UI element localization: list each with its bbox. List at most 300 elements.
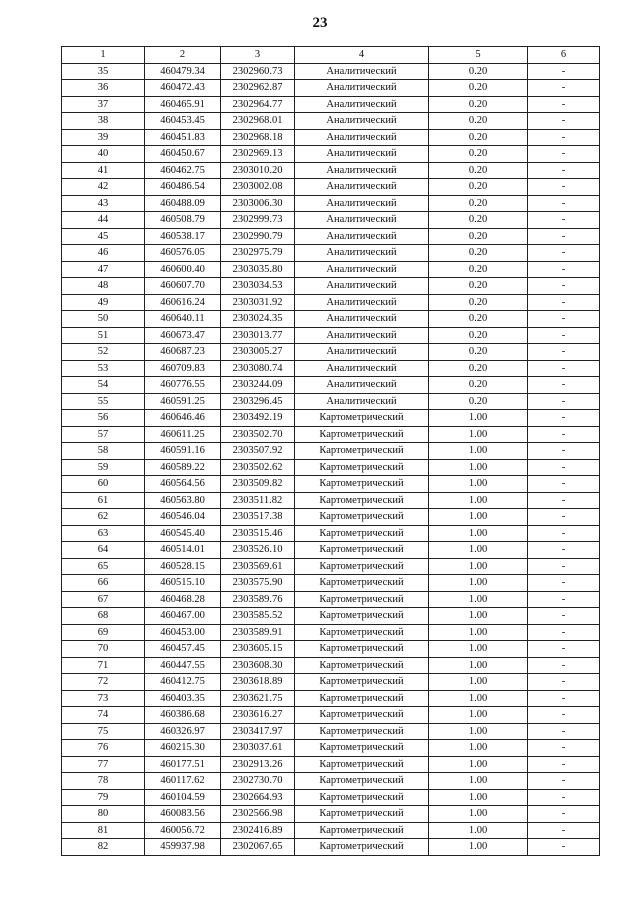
table-row bbox=[62, 129, 600, 146]
accuracy-cell: 1.00 bbox=[429, 723, 528, 740]
note-cell: - bbox=[528, 212, 600, 229]
method-cell: Картометрический bbox=[295, 476, 429, 493]
note-cell: - bbox=[528, 393, 600, 410]
point-number-cell: 67 bbox=[62, 591, 145, 608]
note-cell: - bbox=[528, 707, 600, 724]
x-coordinate-cell: 460104.59 bbox=[145, 789, 221, 806]
method-cell: Аналитический bbox=[295, 261, 429, 278]
table-row bbox=[62, 294, 600, 311]
point-number-cell: 37 bbox=[62, 96, 145, 113]
method-cell: Картометрический bbox=[295, 558, 429, 575]
y-coordinate-cell: 2302969.13 bbox=[221, 146, 295, 163]
column-header: 5 bbox=[429, 47, 528, 64]
accuracy-cell: 0.20 bbox=[429, 195, 528, 212]
x-coordinate-cell: 460447.55 bbox=[145, 657, 221, 674]
x-coordinate-cell: 460687.23 bbox=[145, 344, 221, 361]
table-row bbox=[62, 492, 600, 509]
x-coordinate-cell: 460607.70 bbox=[145, 278, 221, 295]
table-row bbox=[62, 212, 600, 229]
accuracy-cell: 0.20 bbox=[429, 294, 528, 311]
method-cell: Картометрический bbox=[295, 575, 429, 592]
point-number-cell: 42 bbox=[62, 179, 145, 196]
y-coordinate-cell: 2303621.75 bbox=[221, 690, 295, 707]
method-cell: Картометрический bbox=[295, 707, 429, 724]
accuracy-cell: 0.20 bbox=[429, 278, 528, 295]
column-header: 1 bbox=[62, 47, 145, 64]
method-cell: Аналитический bbox=[295, 360, 429, 377]
point-number-cell: 79 bbox=[62, 789, 145, 806]
accuracy-cell: 0.20 bbox=[429, 63, 528, 80]
table-row bbox=[62, 509, 600, 526]
table-row bbox=[62, 146, 600, 163]
y-coordinate-cell: 2303502.70 bbox=[221, 426, 295, 443]
accuracy-cell: 0.20 bbox=[429, 245, 528, 262]
point-number-cell: 60 bbox=[62, 476, 145, 493]
note-cell: - bbox=[528, 146, 600, 163]
x-coordinate-cell: 460528.15 bbox=[145, 558, 221, 575]
coordinates-table bbox=[61, 46, 600, 856]
column-header: 2 bbox=[145, 47, 221, 64]
method-cell: Аналитический bbox=[295, 311, 429, 328]
x-coordinate-cell: 460563.80 bbox=[145, 492, 221, 509]
note-cell: - bbox=[528, 410, 600, 427]
table-row bbox=[62, 179, 600, 196]
note-cell: - bbox=[528, 113, 600, 130]
y-coordinate-cell: 2303005.27 bbox=[221, 344, 295, 361]
y-coordinate-cell: 2303585.52 bbox=[221, 608, 295, 625]
accuracy-cell: 1.00 bbox=[429, 459, 528, 476]
y-coordinate-cell: 2303002.08 bbox=[221, 179, 295, 196]
accuracy-cell: 1.00 bbox=[429, 690, 528, 707]
accuracy-cell: 1.00 bbox=[429, 707, 528, 724]
method-cell: Картометрический bbox=[295, 723, 429, 740]
y-coordinate-cell: 2302968.01 bbox=[221, 113, 295, 130]
y-coordinate-cell: 2302975.79 bbox=[221, 245, 295, 262]
method-cell: Аналитический bbox=[295, 129, 429, 146]
y-coordinate-cell: 2302964.77 bbox=[221, 96, 295, 113]
table-row bbox=[62, 278, 600, 295]
method-cell: Картометрический bbox=[295, 756, 429, 773]
accuracy-cell: 1.00 bbox=[429, 443, 528, 460]
x-coordinate-cell: 460514.01 bbox=[145, 542, 221, 559]
point-number-cell: 49 bbox=[62, 294, 145, 311]
method-cell: Картометрический bbox=[295, 410, 429, 427]
table-row bbox=[62, 624, 600, 641]
point-number-cell: 72 bbox=[62, 674, 145, 691]
note-cell: - bbox=[528, 96, 600, 113]
point-number-cell: 82 bbox=[62, 839, 145, 856]
y-coordinate-cell: 2303034.53 bbox=[221, 278, 295, 295]
point-number-cell: 44 bbox=[62, 212, 145, 229]
y-coordinate-cell: 2302999.73 bbox=[221, 212, 295, 229]
column-header: 6 bbox=[528, 47, 600, 64]
y-coordinate-cell: 2303616.27 bbox=[221, 707, 295, 724]
method-cell: Аналитический bbox=[295, 162, 429, 179]
accuracy-cell: 0.20 bbox=[429, 212, 528, 229]
table-row bbox=[62, 311, 600, 328]
accuracy-cell: 0.20 bbox=[429, 162, 528, 179]
x-coordinate-cell: 460591.25 bbox=[145, 393, 221, 410]
x-coordinate-cell: 460589.22 bbox=[145, 459, 221, 476]
accuracy-cell: 0.20 bbox=[429, 96, 528, 113]
note-cell: - bbox=[528, 740, 600, 757]
y-coordinate-cell: 2303024.35 bbox=[221, 311, 295, 328]
method-cell: Аналитический bbox=[295, 96, 429, 113]
table-row bbox=[62, 756, 600, 773]
x-coordinate-cell: 460545.40 bbox=[145, 525, 221, 542]
table-row bbox=[62, 674, 600, 691]
method-cell: Картометрический bbox=[295, 525, 429, 542]
y-coordinate-cell: 2303608.30 bbox=[221, 657, 295, 674]
table-row bbox=[62, 80, 600, 97]
y-coordinate-cell: 2302962.87 bbox=[221, 80, 295, 97]
x-coordinate-cell: 460450.67 bbox=[145, 146, 221, 163]
table-row bbox=[62, 558, 600, 575]
table-row bbox=[62, 344, 600, 361]
table-row bbox=[62, 360, 600, 377]
point-number-cell: 45 bbox=[62, 228, 145, 245]
note-cell: - bbox=[528, 558, 600, 575]
table-row bbox=[62, 228, 600, 245]
page-number: 23 bbox=[312, 15, 328, 31]
x-coordinate-cell: 460467.00 bbox=[145, 608, 221, 625]
table-row bbox=[62, 608, 600, 625]
y-coordinate-cell: 2303589.76 bbox=[221, 591, 295, 608]
note-cell: - bbox=[528, 806, 600, 823]
table-row bbox=[62, 377, 600, 394]
x-coordinate-cell: 460056.72 bbox=[145, 822, 221, 839]
x-coordinate-cell: 460457.45 bbox=[145, 641, 221, 658]
table-row bbox=[62, 657, 600, 674]
table-header-row bbox=[62, 47, 600, 64]
x-coordinate-cell: 460640.11 bbox=[145, 311, 221, 328]
accuracy-cell: 1.00 bbox=[429, 591, 528, 608]
method-cell: Картометрический bbox=[295, 459, 429, 476]
x-coordinate-cell: 460508.79 bbox=[145, 212, 221, 229]
y-coordinate-cell: 2303013.77 bbox=[221, 327, 295, 344]
note-cell: - bbox=[528, 839, 600, 856]
method-cell: Картометрический bbox=[295, 426, 429, 443]
table-row bbox=[62, 575, 600, 592]
y-coordinate-cell: 2302566.98 bbox=[221, 806, 295, 823]
point-number-cell: 56 bbox=[62, 410, 145, 427]
x-coordinate-cell: 460709.83 bbox=[145, 360, 221, 377]
note-cell: - bbox=[528, 245, 600, 262]
note-cell: - bbox=[528, 822, 600, 839]
accuracy-cell: 1.00 bbox=[429, 476, 528, 493]
point-number-cell: 71 bbox=[62, 657, 145, 674]
note-cell: - bbox=[528, 195, 600, 212]
table-row bbox=[62, 690, 600, 707]
accuracy-cell: 1.00 bbox=[429, 542, 528, 559]
point-number-cell: 35 bbox=[62, 63, 145, 80]
method-cell: Аналитический bbox=[295, 80, 429, 97]
note-cell: - bbox=[528, 641, 600, 658]
y-coordinate-cell: 2302913.26 bbox=[221, 756, 295, 773]
x-coordinate-cell: 460215.30 bbox=[145, 740, 221, 757]
note-cell: - bbox=[528, 344, 600, 361]
table-row bbox=[62, 459, 600, 476]
x-coordinate-cell: 460564.56 bbox=[145, 476, 221, 493]
table-row bbox=[62, 327, 600, 344]
column-header: 4 bbox=[295, 47, 429, 64]
method-cell: Аналитический bbox=[295, 63, 429, 80]
accuracy-cell: 0.20 bbox=[429, 179, 528, 196]
method-cell: Картометрический bbox=[295, 690, 429, 707]
note-cell: - bbox=[528, 756, 600, 773]
method-cell: Аналитический bbox=[295, 245, 429, 262]
y-coordinate-cell: 2303080.74 bbox=[221, 360, 295, 377]
note-cell: - bbox=[528, 542, 600, 559]
x-coordinate-cell: 460453.00 bbox=[145, 624, 221, 641]
x-coordinate-cell: 460673.47 bbox=[145, 327, 221, 344]
note-cell: - bbox=[528, 591, 600, 608]
x-coordinate-cell: 460611.25 bbox=[145, 426, 221, 443]
x-coordinate-cell: 460453.45 bbox=[145, 113, 221, 130]
table-row bbox=[62, 707, 600, 724]
x-coordinate-cell: 460472.43 bbox=[145, 80, 221, 97]
accuracy-cell: 0.20 bbox=[429, 146, 528, 163]
note-cell: - bbox=[528, 162, 600, 179]
x-coordinate-cell: 460479.34 bbox=[145, 63, 221, 80]
x-coordinate-cell: 460591.16 bbox=[145, 443, 221, 460]
point-number-cell: 77 bbox=[62, 756, 145, 773]
y-coordinate-cell: 2303589.91 bbox=[221, 624, 295, 641]
table-row bbox=[62, 822, 600, 839]
accuracy-cell: 1.00 bbox=[429, 773, 528, 790]
y-coordinate-cell: 2302067.65 bbox=[221, 839, 295, 856]
x-coordinate-cell: 460177.51 bbox=[145, 756, 221, 773]
point-number-cell: 40 bbox=[62, 146, 145, 163]
table-row bbox=[62, 63, 600, 80]
point-number-cell: 80 bbox=[62, 806, 145, 823]
y-coordinate-cell: 2303006.30 bbox=[221, 195, 295, 212]
point-number-cell: 57 bbox=[62, 426, 145, 443]
point-number-cell: 55 bbox=[62, 393, 145, 410]
accuracy-cell: 1.00 bbox=[429, 608, 528, 625]
point-number-cell: 36 bbox=[62, 80, 145, 97]
note-cell: - bbox=[528, 360, 600, 377]
method-cell: Картометрический bbox=[295, 542, 429, 559]
accuracy-cell: 1.00 bbox=[429, 789, 528, 806]
x-coordinate-cell: 460488.09 bbox=[145, 195, 221, 212]
x-coordinate-cell: 460117.62 bbox=[145, 773, 221, 790]
note-cell: - bbox=[528, 624, 600, 641]
accuracy-cell: 1.00 bbox=[429, 624, 528, 641]
method-cell: Аналитический bbox=[295, 377, 429, 394]
note-cell: - bbox=[528, 179, 600, 196]
note-cell: - bbox=[528, 723, 600, 740]
table-row bbox=[62, 806, 600, 823]
note-cell: - bbox=[528, 443, 600, 460]
x-coordinate-cell: 460486.54 bbox=[145, 179, 221, 196]
y-coordinate-cell: 2303296.45 bbox=[221, 393, 295, 410]
note-cell: - bbox=[528, 377, 600, 394]
method-cell: Картометрический bbox=[295, 443, 429, 460]
method-cell: Аналитический bbox=[295, 294, 429, 311]
method-cell: Аналитический bbox=[295, 327, 429, 344]
method-cell: Аналитический bbox=[295, 212, 429, 229]
point-number-cell: 52 bbox=[62, 344, 145, 361]
note-cell: - bbox=[528, 657, 600, 674]
point-number-cell: 70 bbox=[62, 641, 145, 658]
point-number-cell: 38 bbox=[62, 113, 145, 130]
accuracy-cell: 0.20 bbox=[429, 327, 528, 344]
accuracy-cell: 1.00 bbox=[429, 410, 528, 427]
note-cell: - bbox=[528, 426, 600, 443]
method-cell: Картометрический bbox=[295, 608, 429, 625]
note-cell: - bbox=[528, 509, 600, 526]
point-number-cell: 81 bbox=[62, 822, 145, 839]
accuracy-cell: 0.20 bbox=[429, 261, 528, 278]
y-coordinate-cell: 2302664.93 bbox=[221, 789, 295, 806]
y-coordinate-cell: 2303605.15 bbox=[221, 641, 295, 658]
note-cell: - bbox=[528, 459, 600, 476]
x-coordinate-cell: 460646.46 bbox=[145, 410, 221, 427]
method-cell: Картометрический bbox=[295, 789, 429, 806]
method-cell: Картометрический bbox=[295, 624, 429, 641]
table-row bbox=[62, 542, 600, 559]
point-number-cell: 78 bbox=[62, 773, 145, 790]
accuracy-cell: 1.00 bbox=[429, 558, 528, 575]
table-row bbox=[62, 773, 600, 790]
accuracy-cell: 1.00 bbox=[429, 657, 528, 674]
x-coordinate-cell: 460600.40 bbox=[145, 261, 221, 278]
point-number-cell: 51 bbox=[62, 327, 145, 344]
x-coordinate-cell: 460468.28 bbox=[145, 591, 221, 608]
point-number-cell: 64 bbox=[62, 542, 145, 559]
accuracy-cell: 1.00 bbox=[429, 674, 528, 691]
x-coordinate-cell: 460616.24 bbox=[145, 294, 221, 311]
y-coordinate-cell: 2303037.61 bbox=[221, 740, 295, 757]
accuracy-cell: 1.00 bbox=[429, 839, 528, 856]
y-coordinate-cell: 2303515.46 bbox=[221, 525, 295, 542]
point-number-cell: 62 bbox=[62, 509, 145, 526]
x-coordinate-cell: 460538.17 bbox=[145, 228, 221, 245]
note-cell: - bbox=[528, 492, 600, 509]
method-cell: Картометрический bbox=[295, 591, 429, 608]
y-coordinate-cell: 2303517.38 bbox=[221, 509, 295, 526]
y-coordinate-cell: 2302416.89 bbox=[221, 822, 295, 839]
accuracy-cell: 1.00 bbox=[429, 740, 528, 757]
x-coordinate-cell: 460515.10 bbox=[145, 575, 221, 592]
y-coordinate-cell: 2303035.80 bbox=[221, 261, 295, 278]
y-coordinate-cell: 2303575.90 bbox=[221, 575, 295, 592]
note-cell: - bbox=[528, 261, 600, 278]
point-number-cell: 41 bbox=[62, 162, 145, 179]
table-row bbox=[62, 113, 600, 130]
method-cell: Аналитический bbox=[295, 228, 429, 245]
table-row bbox=[62, 410, 600, 427]
point-number-cell: 39 bbox=[62, 129, 145, 146]
note-cell: - bbox=[528, 129, 600, 146]
point-number-cell: 68 bbox=[62, 608, 145, 625]
y-coordinate-cell: 2303618.89 bbox=[221, 674, 295, 691]
accuracy-cell: 1.00 bbox=[429, 756, 528, 773]
accuracy-cell: 1.00 bbox=[429, 509, 528, 526]
point-number-cell: 75 bbox=[62, 723, 145, 740]
x-coordinate-cell: 460576.05 bbox=[145, 245, 221, 262]
note-cell: - bbox=[528, 278, 600, 295]
note-cell: - bbox=[528, 311, 600, 328]
x-coordinate-cell: 459937.98 bbox=[145, 839, 221, 856]
table-row bbox=[62, 476, 600, 493]
method-cell: Картометрический bbox=[295, 740, 429, 757]
x-coordinate-cell: 460326.97 bbox=[145, 723, 221, 740]
method-cell: Картометрический bbox=[295, 509, 429, 526]
accuracy-cell: 0.20 bbox=[429, 311, 528, 328]
note-cell: - bbox=[528, 773, 600, 790]
point-number-cell: 46 bbox=[62, 245, 145, 262]
point-number-cell: 50 bbox=[62, 311, 145, 328]
method-cell: Аналитический bbox=[295, 146, 429, 163]
x-coordinate-cell: 460776.55 bbox=[145, 377, 221, 394]
method-cell: Картометрический bbox=[295, 492, 429, 509]
accuracy-cell: 0.20 bbox=[429, 344, 528, 361]
column-header: 3 bbox=[221, 47, 295, 64]
table-row bbox=[62, 245, 600, 262]
method-cell: Аналитический bbox=[295, 113, 429, 130]
table-row bbox=[62, 525, 600, 542]
x-coordinate-cell: 460386.68 bbox=[145, 707, 221, 724]
point-number-cell: 69 bbox=[62, 624, 145, 641]
point-number-cell: 63 bbox=[62, 525, 145, 542]
y-coordinate-cell: 2302960.73 bbox=[221, 63, 295, 80]
accuracy-cell: 1.00 bbox=[429, 525, 528, 542]
table-body bbox=[62, 63, 600, 855]
point-number-cell: 47 bbox=[62, 261, 145, 278]
point-number-cell: 66 bbox=[62, 575, 145, 592]
point-number-cell: 59 bbox=[62, 459, 145, 476]
x-coordinate-cell: 460083.56 bbox=[145, 806, 221, 823]
method-cell: Картометрический bbox=[295, 806, 429, 823]
note-cell: - bbox=[528, 525, 600, 542]
accuracy-cell: 0.20 bbox=[429, 393, 528, 410]
accuracy-cell: 1.00 bbox=[429, 822, 528, 839]
y-coordinate-cell: 2303569.61 bbox=[221, 558, 295, 575]
y-coordinate-cell: 2303502.62 bbox=[221, 459, 295, 476]
y-coordinate-cell: 2302990.79 bbox=[221, 228, 295, 245]
y-coordinate-cell: 2302968.18 bbox=[221, 129, 295, 146]
table-row bbox=[62, 443, 600, 460]
note-cell: - bbox=[528, 674, 600, 691]
point-number-cell: 73 bbox=[62, 690, 145, 707]
method-cell: Картометрический bbox=[295, 839, 429, 856]
method-cell: Аналитический bbox=[295, 393, 429, 410]
note-cell: - bbox=[528, 575, 600, 592]
point-number-cell: 53 bbox=[62, 360, 145, 377]
y-coordinate-cell: 2303511.82 bbox=[221, 492, 295, 509]
point-number-cell: 65 bbox=[62, 558, 145, 575]
y-coordinate-cell: 2302730.70 bbox=[221, 773, 295, 790]
point-number-cell: 58 bbox=[62, 443, 145, 460]
method-cell: Аналитический bbox=[295, 195, 429, 212]
note-cell: - bbox=[528, 690, 600, 707]
y-coordinate-cell: 2303244.09 bbox=[221, 377, 295, 394]
point-number-cell: 54 bbox=[62, 377, 145, 394]
x-coordinate-cell: 460465.91 bbox=[145, 96, 221, 113]
y-coordinate-cell: 2303417.97 bbox=[221, 723, 295, 740]
x-coordinate-cell: 460462.75 bbox=[145, 162, 221, 179]
x-coordinate-cell: 460412.75 bbox=[145, 674, 221, 691]
table-row bbox=[62, 641, 600, 658]
table-row bbox=[62, 426, 600, 443]
point-number-cell: 76 bbox=[62, 740, 145, 757]
note-cell: - bbox=[528, 294, 600, 311]
method-cell: Аналитический bbox=[295, 179, 429, 196]
table-row bbox=[62, 393, 600, 410]
accuracy-cell: 0.20 bbox=[429, 80, 528, 97]
